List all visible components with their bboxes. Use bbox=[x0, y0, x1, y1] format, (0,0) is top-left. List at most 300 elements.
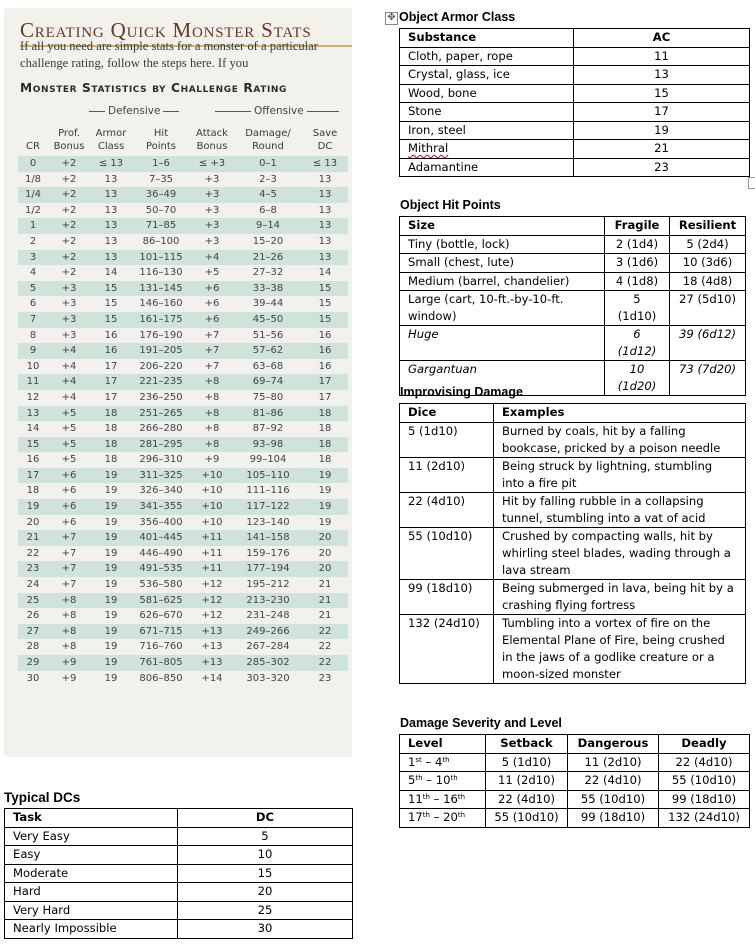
monster-stat-cell: 21–26 bbox=[234, 250, 302, 266]
monster-stats-row bbox=[18, 515, 348, 531]
monster-stat-cell: 15–20 bbox=[252, 235, 284, 247]
monster-stats-row bbox=[18, 468, 348, 484]
improvising-damage-row bbox=[400, 492, 746, 527]
monster-col-header bbox=[190, 121, 234, 156]
monster-stat-cell: 7 bbox=[18, 312, 48, 328]
monster-stat-cell: 13 bbox=[318, 235, 332, 247]
typical-dc-row-cell: 15 bbox=[178, 864, 353, 883]
header-dice: Dice bbox=[400, 404, 494, 423]
typical-dc-row bbox=[5, 846, 353, 865]
monster-stat-cell: 101–115 bbox=[132, 250, 190, 266]
monster-stat-cell: 21 bbox=[318, 579, 332, 591]
improvising-damage-row-cell: Being submerged in lava, being hit by a crashing flying fortress bbox=[494, 579, 746, 614]
armor-class-row-cell: 15 bbox=[574, 84, 750, 103]
monster-stat-cell: 251–265 bbox=[132, 406, 190, 422]
monster-stat-cell: 15 bbox=[90, 312, 132, 328]
monster-stat-cell: +10 bbox=[190, 499, 234, 515]
monster-stat-cell: 99–104 bbox=[249, 454, 287, 466]
monster-stat-cell: 22 bbox=[26, 547, 40, 559]
monster-stat-cell: 19 bbox=[104, 579, 118, 591]
header-resilient: Resilient bbox=[670, 217, 746, 236]
monster-stat-cell: +8 bbox=[190, 374, 234, 390]
monster-stat-cell: 2 bbox=[29, 235, 37, 247]
monster-stat-cell: 1 bbox=[18, 218, 48, 234]
monster-stat-cell: +4 bbox=[48, 343, 90, 359]
monster-stat-cell: +9 bbox=[61, 672, 77, 684]
improvising-damage-row-cell: Being struck by lightning, stumbling into a fire pit bbox=[494, 457, 746, 492]
monster-stat-cell: 311–325 bbox=[132, 468, 190, 484]
monster-stat-cell: +8 bbox=[48, 624, 90, 640]
monster-stat-cell: 9–14 bbox=[234, 218, 302, 234]
monster-stat-cell: +5 bbox=[61, 454, 77, 466]
monster-stat-cell: 19 bbox=[104, 547, 118, 559]
monster-stat-cell: 13 bbox=[104, 173, 118, 185]
monster-stats-row bbox=[18, 265, 348, 281]
severity-dangerous-cell: 11 (2d10) bbox=[568, 753, 659, 772]
monster-stat-cell: +8 bbox=[61, 610, 77, 622]
monster-stat-cell: 22 bbox=[302, 655, 348, 671]
monster-stat-cell: 491–535 bbox=[132, 561, 190, 577]
monster-stat-cell: 446–490 bbox=[139, 547, 183, 559]
monster-stat-cell: 18 bbox=[302, 406, 348, 422]
monster-stat-cell: 17 bbox=[104, 360, 118, 372]
monster-stat-cell: 18 bbox=[90, 437, 132, 453]
table-resize-handle[interactable] bbox=[748, 177, 755, 189]
level-from: 5 bbox=[408, 773, 416, 787]
monster-stat-cell: +10 bbox=[201, 516, 223, 528]
typical-dc-row-cell: Hard bbox=[5, 883, 178, 902]
monster-stat-cell: +4 bbox=[61, 391, 77, 403]
damage-severity-header-row bbox=[400, 735, 750, 754]
armor-class-row bbox=[400, 47, 750, 66]
typical-dc-row-cell: Very Easy bbox=[5, 827, 178, 846]
improvising-damage-header-row bbox=[400, 404, 746, 423]
improvising-damage-row-cell: 132 (24d10) bbox=[400, 614, 494, 683]
monster-stat-cell: 21 bbox=[318, 610, 332, 622]
severity-deadly-cell: 22 (4d10) bbox=[659, 753, 750, 772]
monster-stat-cell: 28 bbox=[26, 641, 40, 653]
monster-stat-cell: +8 bbox=[48, 593, 90, 609]
monster-stat-cell: 27 bbox=[18, 624, 48, 640]
monster-stat-cell: +3 bbox=[190, 187, 234, 203]
hit-points-row-cell: 18 (4d8) bbox=[670, 272, 746, 291]
monster-stat-cell: 177–194 bbox=[234, 561, 302, 577]
monster-stat-cell: +7 bbox=[61, 579, 77, 591]
monster-stats-scan bbox=[4, 8, 352, 757]
range-separator: – bbox=[421, 754, 435, 769]
col-header-line2: Class bbox=[97, 141, 125, 152]
hit-points-row-cell: 4 (1d8) bbox=[605, 272, 670, 291]
monster-stat-cell: 86–100 bbox=[142, 235, 180, 247]
monster-stat-cell: 93–98 bbox=[234, 437, 302, 453]
monster-stat-cell: 19 bbox=[302, 499, 348, 515]
col-header-line1: Prof. bbox=[58, 128, 80, 139]
monster-stat-cell: 18 bbox=[26, 485, 40, 497]
level-range-cell bbox=[400, 790, 486, 809]
monster-stats-row bbox=[18, 671, 348, 687]
monster-stat-cell: 33–38 bbox=[234, 281, 302, 297]
monster-stat-cell: 116–130 bbox=[139, 267, 183, 279]
monster-stat-cell: 19 bbox=[90, 593, 132, 609]
monster-stat-cell: 13 bbox=[302, 218, 348, 234]
monster-stat-cell: +7 bbox=[48, 561, 90, 577]
damage-severity-row bbox=[400, 790, 750, 809]
object-hit-points-table bbox=[399, 216, 746, 396]
improvising-damage-row bbox=[400, 527, 746, 579]
monster-stats-row bbox=[18, 406, 348, 422]
typical-dcs-table bbox=[4, 808, 353, 939]
hit-points-row-cell: 5 (2d4) bbox=[670, 235, 746, 254]
monster-col-header bbox=[48, 121, 90, 156]
armor-class-row bbox=[400, 140, 750, 159]
monster-stat-cell: 10 bbox=[26, 360, 40, 372]
scan-title-text: Creating Quick Monster Stats bbox=[20, 18, 312, 42]
improvising-damage-row bbox=[400, 457, 746, 492]
monster-stat-cell: 19 bbox=[90, 499, 132, 515]
monster-stat-cell: 19 bbox=[90, 655, 132, 671]
improvising-damage-row-cell: 99 (18d10) bbox=[400, 579, 494, 614]
monster-stats-row bbox=[18, 187, 348, 203]
monster-stat-cell: 716–760 bbox=[139, 641, 183, 653]
armor-class-row-cell: 19 bbox=[574, 121, 750, 140]
range-separator: – bbox=[429, 810, 444, 824]
monster-stat-cell: +3 bbox=[61, 298, 77, 310]
monster-stat-cell: 15 bbox=[318, 298, 332, 310]
monster-stat-cell: 19 bbox=[90, 468, 132, 484]
monster-stat-cell: 761–805 bbox=[132, 655, 190, 671]
monster-stat-cell: +3 bbox=[48, 312, 90, 328]
monster-stat-cell: 671–715 bbox=[132, 624, 190, 640]
typical-dc-row bbox=[5, 920, 353, 939]
monster-stat-cell: 18 bbox=[90, 406, 132, 422]
monster-stat-cell: 15 bbox=[104, 298, 118, 310]
monster-stat-cell: 13 bbox=[90, 218, 132, 234]
col-header-line1: Damage/ bbox=[245, 128, 291, 139]
hit-points-row-cell: Medium (barrel, chandelier) bbox=[400, 272, 605, 291]
monster-stat-cell: 75–80 bbox=[252, 391, 284, 403]
move-arrows-icon[interactable]: ✥ bbox=[385, 12, 398, 25]
hit-points-row-cell: Small (chest, lute) bbox=[400, 254, 605, 273]
monster-stats-row bbox=[18, 655, 348, 671]
monster-stat-cell: 13 bbox=[18, 406, 48, 422]
hit-points-row bbox=[400, 326, 746, 361]
monster-stat-cell: 0–1 bbox=[234, 156, 302, 172]
spellcheck-underline: Mithral bbox=[408, 141, 449, 155]
monster-stat-cell: +8 bbox=[190, 437, 234, 453]
armor-class-row-cell: 23 bbox=[574, 158, 750, 177]
monster-stat-cell: +8 bbox=[204, 391, 220, 403]
monster-stat-cell: 213–230 bbox=[234, 593, 302, 609]
monster-stat-cell: 19 bbox=[318, 485, 332, 497]
typical-dc-row bbox=[5, 864, 353, 883]
monster-stat-cell: 69–74 bbox=[234, 374, 302, 390]
hit-points-row bbox=[400, 254, 746, 273]
hit-points-row-cell: Large (cart, 10-ft.-by-10-ft. window) bbox=[400, 291, 605, 326]
level-from: 11 bbox=[408, 791, 423, 806]
severity-setback-cell: 11 (2d10) bbox=[486, 772, 568, 791]
monster-stat-cell: 63–68 bbox=[252, 360, 284, 372]
severity-deadly-cell: 99 (18d10) bbox=[659, 790, 750, 809]
monster-stats-row bbox=[18, 452, 348, 468]
severity-dangerous-cell: 55 (10d10) bbox=[568, 790, 659, 809]
monster-stat-cell: +7 bbox=[61, 547, 77, 559]
monster-stats-row bbox=[18, 250, 348, 266]
monster-stat-cell: +6 bbox=[48, 468, 90, 484]
monster-stat-cell: 2–3 bbox=[259, 173, 277, 185]
monster-stat-cell: +8 bbox=[204, 423, 220, 435]
monster-stat-cell: 87–92 bbox=[252, 423, 284, 435]
monster-stat-cell: 13 bbox=[104, 235, 118, 247]
monster-stats-row bbox=[18, 390, 348, 406]
armor-class-row-cell: Adamantine bbox=[400, 158, 574, 177]
monster-stat-cell: 20 bbox=[26, 516, 40, 528]
typical-dc-row bbox=[5, 827, 353, 846]
damage-severity-row bbox=[400, 809, 750, 828]
monster-stats-row bbox=[18, 639, 348, 655]
damage-severity-caption: Damage Severity and Level bbox=[400, 716, 562, 730]
armor-class-row-cell: 17 bbox=[574, 103, 750, 122]
monster-stat-cell: +5 bbox=[204, 267, 220, 279]
monster-stats-row bbox=[18, 296, 348, 312]
monster-stats-body bbox=[18, 156, 348, 686]
hit-points-row-cell: 3 (1d6) bbox=[605, 254, 670, 273]
col-header-line2: Bonus bbox=[196, 141, 228, 152]
level-from-ordinal: th bbox=[422, 811, 430, 819]
severity-setback-cell: 22 (4d10) bbox=[486, 790, 568, 809]
typical-dc-row-cell: Nearly Impossible bbox=[5, 920, 178, 939]
monster-stat-cell: 21 bbox=[302, 593, 348, 609]
header-level: Level bbox=[400, 735, 486, 754]
monster-stat-cell: +8 bbox=[61, 641, 77, 653]
monster-stat-cell: 15 bbox=[302, 312, 348, 328]
header-size: Size bbox=[400, 217, 605, 236]
monster-stat-cell: +9 bbox=[204, 454, 220, 466]
monster-stat-cell: 16 bbox=[318, 360, 332, 372]
monster-stat-cell: 18 bbox=[318, 454, 332, 466]
monster-stat-cell: 81–86 bbox=[234, 406, 302, 422]
monster-stat-cell: +11 bbox=[201, 547, 223, 559]
improvising-damage-row-cell: Hit by falling rubble in a collapsing tunnel, stumbling into a vat of acid bbox=[494, 492, 746, 527]
monster-stats-row bbox=[18, 437, 348, 453]
severity-setback-cell: 55 (10d10) bbox=[486, 809, 568, 828]
header-substance: Substance bbox=[400, 29, 574, 48]
monster-stat-cell: 4 bbox=[29, 267, 37, 279]
monster-stats-row bbox=[18, 374, 348, 390]
header-examples: Examples bbox=[494, 404, 746, 423]
monster-stat-cell: 105–110 bbox=[234, 468, 302, 484]
monster-stat-cell: 221–235 bbox=[132, 374, 190, 390]
monster-stat-cell: 17 bbox=[302, 374, 348, 390]
monster-stat-cell: 30 bbox=[26, 672, 40, 684]
monster-stat-cell: 19 bbox=[90, 624, 132, 640]
monster-stat-cell: 20 bbox=[302, 530, 348, 546]
monster-stat-cell: 8 bbox=[29, 329, 37, 341]
damage-severity-row bbox=[400, 772, 750, 791]
monster-stat-cell: 19 bbox=[18, 499, 48, 515]
group-defensive-label: Defensive bbox=[108, 105, 161, 117]
typical-dc-row bbox=[5, 901, 353, 920]
monster-stat-cell: 15 bbox=[302, 281, 348, 297]
armor-class-row-cell: Cloth, paper, rope bbox=[400, 47, 574, 66]
hit-points-row bbox=[400, 272, 746, 291]
level-to: 16 bbox=[443, 791, 458, 806]
level-from: 17 bbox=[408, 810, 423, 824]
monster-stat-cell: 16 bbox=[302, 343, 348, 359]
monster-stats-row bbox=[18, 234, 348, 250]
monster-stat-cell: 9 bbox=[18, 343, 48, 359]
monster-stat-cell: +12 bbox=[201, 610, 223, 622]
monster-stat-cell: 1/8 bbox=[24, 173, 42, 185]
monster-stat-cell: 281–295 bbox=[132, 437, 190, 453]
damage-severity-table bbox=[399, 734, 750, 828]
monster-stat-cell: 4–5 bbox=[234, 187, 302, 203]
monster-stat-cell: 296–310 bbox=[139, 454, 183, 466]
improvising-damage-row-cell: 11 (2d10) bbox=[400, 457, 494, 492]
monster-col-header bbox=[90, 121, 132, 156]
monster-stat-cell: 123–140 bbox=[246, 516, 290, 528]
monster-stat-cell: 356–400 bbox=[139, 516, 183, 528]
monster-stats-row bbox=[18, 156, 348, 172]
monster-stat-cell: 20 bbox=[318, 547, 332, 559]
monster-stat-cell: 13 bbox=[90, 187, 132, 203]
improvising-damage-row bbox=[400, 422, 746, 457]
hit-points-row-cell: 10 (3d6) bbox=[670, 254, 746, 273]
monster-stat-cell: 17 bbox=[90, 374, 132, 390]
monster-stat-cell: +4 bbox=[190, 250, 234, 266]
improvising-damage-caption: Improvising Damage bbox=[400, 385, 523, 399]
monster-stats-row bbox=[18, 281, 348, 297]
monster-stat-cell: +13 bbox=[201, 641, 223, 653]
monster-stat-cell: +2 bbox=[61, 204, 77, 216]
typical-dc-row-cell: Moderate bbox=[5, 864, 178, 883]
monster-stats-row bbox=[18, 499, 348, 515]
range-separator: – bbox=[422, 773, 436, 787]
monster-stat-cell: 23 bbox=[18, 561, 48, 577]
dash bbox=[89, 111, 105, 112]
armor-class-row bbox=[400, 103, 750, 122]
dash bbox=[215, 111, 251, 112]
monster-stat-cell: +14 bbox=[201, 672, 223, 684]
monster-stat-cell: +3 bbox=[190, 218, 234, 234]
monster-stat-cell: 266–280 bbox=[139, 423, 183, 435]
hit-points-row bbox=[400, 291, 746, 326]
armor-class-row-cell: Wood, bone bbox=[400, 84, 574, 103]
monster-stat-cell: 21 bbox=[18, 530, 48, 546]
monster-stat-cell: 581–625 bbox=[132, 593, 190, 609]
group-header-defensive bbox=[86, 105, 182, 117]
monster-stat-cell: +7 bbox=[204, 329, 220, 341]
armor-class-row-cell: 21 bbox=[574, 140, 750, 159]
monster-stat-cell: +6 bbox=[61, 485, 77, 497]
monster-stat-cell: 111–116 bbox=[246, 485, 290, 497]
scan-intro: If all you need are simple stats for a monster of a particular challenge rating, follow the steps here. If you bbox=[20, 39, 318, 70]
monster-stat-cell: 249–266 bbox=[234, 624, 302, 640]
col-header-line1: Save bbox=[312, 128, 338, 139]
monster-stat-cell: 285–302 bbox=[234, 655, 302, 671]
monster-stat-cell: +2 bbox=[48, 156, 90, 172]
monster-stat-cell: +3 bbox=[61, 329, 77, 341]
monster-stat-cell: 13 bbox=[104, 204, 118, 216]
hit-points-row-cell: 2 (1d4) bbox=[605, 235, 670, 254]
monster-stat-cell: 267–284 bbox=[246, 641, 290, 653]
monster-stat-cell: +12 bbox=[190, 593, 234, 609]
level-range-cell bbox=[400, 772, 486, 791]
monster-stat-cell: 13 bbox=[302, 187, 348, 203]
monster-stat-cell: 19 bbox=[302, 468, 348, 484]
hit-points-row-cell: 5 (1d10) bbox=[605, 291, 670, 326]
col-header-line2: CR bbox=[26, 141, 40, 152]
monster-stat-cell: +2 bbox=[61, 235, 77, 247]
monster-stat-cell: 71–85 bbox=[132, 218, 190, 234]
hit-points-row-cell: 6 (1d12) bbox=[605, 326, 670, 361]
range-separator: – bbox=[429, 791, 444, 806]
monster-stat-cell: 131–145 bbox=[132, 281, 190, 297]
monster-stat-cell: 19 bbox=[104, 485, 118, 497]
monster-stats-row bbox=[18, 593, 348, 609]
monster-col-header bbox=[234, 121, 302, 156]
monster-stat-cell: +6 bbox=[190, 281, 234, 297]
header-fragile: Fragile bbox=[605, 217, 670, 236]
typical-dc-row-cell: 5 bbox=[178, 827, 353, 846]
header-dc: DC bbox=[178, 809, 353, 828]
severity-dangerous-cell: 99 (18d10) bbox=[568, 809, 659, 828]
level-to-ordinal: th bbox=[457, 811, 466, 819]
monster-stat-cell: 16 bbox=[26, 454, 40, 466]
monster-stat-cell: 19 bbox=[104, 641, 118, 653]
monster-stat-cell: 23 bbox=[318, 672, 332, 684]
monster-stat-cell: +6 bbox=[48, 499, 90, 515]
monster-stat-cell: 626–670 bbox=[139, 610, 183, 622]
header-ac: AC bbox=[574, 29, 750, 48]
monster-stat-cell: 536–580 bbox=[139, 579, 183, 591]
level-to: 10 bbox=[435, 773, 451, 787]
monster-stat-cell: 16 bbox=[104, 329, 118, 341]
monster-stat-cell: 20 bbox=[302, 561, 348, 577]
level-range-cell bbox=[400, 753, 486, 772]
monster-stats-row bbox=[18, 608, 348, 624]
typical-dc-row-cell: 10 bbox=[178, 846, 353, 865]
armor-class-row bbox=[400, 121, 750, 140]
monster-stat-cell: 19 bbox=[318, 516, 332, 528]
monster-stat-cell: 14 bbox=[26, 423, 40, 435]
monster-stats-row bbox=[18, 359, 348, 375]
monster-stat-cell: 13 bbox=[90, 250, 132, 266]
monster-stat-cell: +5 bbox=[48, 437, 90, 453]
monster-stat-cell: 51–56 bbox=[252, 329, 284, 341]
col-header-line2: Round bbox=[252, 141, 284, 152]
monster-stat-cell: ≤ 13 bbox=[302, 156, 348, 172]
improvising-damage-row-cell: 55 (10d10) bbox=[400, 527, 494, 579]
armor-class-row-cell: Stone bbox=[400, 103, 574, 122]
severity-deadly-cell: 55 (10d10) bbox=[659, 772, 750, 791]
level-from: 1 bbox=[408, 754, 416, 769]
monster-stat-cell: +11 bbox=[190, 530, 234, 546]
monster-stats-row bbox=[18, 312, 348, 328]
monster-stat-cell: 13 bbox=[318, 173, 332, 185]
monster-stat-cell: 17 bbox=[104, 391, 118, 403]
monster-stat-cell: 14 bbox=[104, 267, 118, 279]
monster-stat-cell: +2 bbox=[61, 267, 77, 279]
monster-stat-cell: 191–205 bbox=[132, 343, 190, 359]
level-range-cell bbox=[400, 809, 486, 828]
monster-col-header bbox=[302, 121, 348, 156]
monster-stat-cell: +3 bbox=[204, 235, 220, 247]
monster-stats-row bbox=[18, 421, 348, 437]
monster-stat-cell: 26 bbox=[26, 610, 40, 622]
header-task: Task bbox=[5, 809, 178, 828]
armor-class-row-cell: Iron, steel bbox=[400, 121, 574, 140]
monster-stat-cell: +3 bbox=[204, 204, 220, 216]
